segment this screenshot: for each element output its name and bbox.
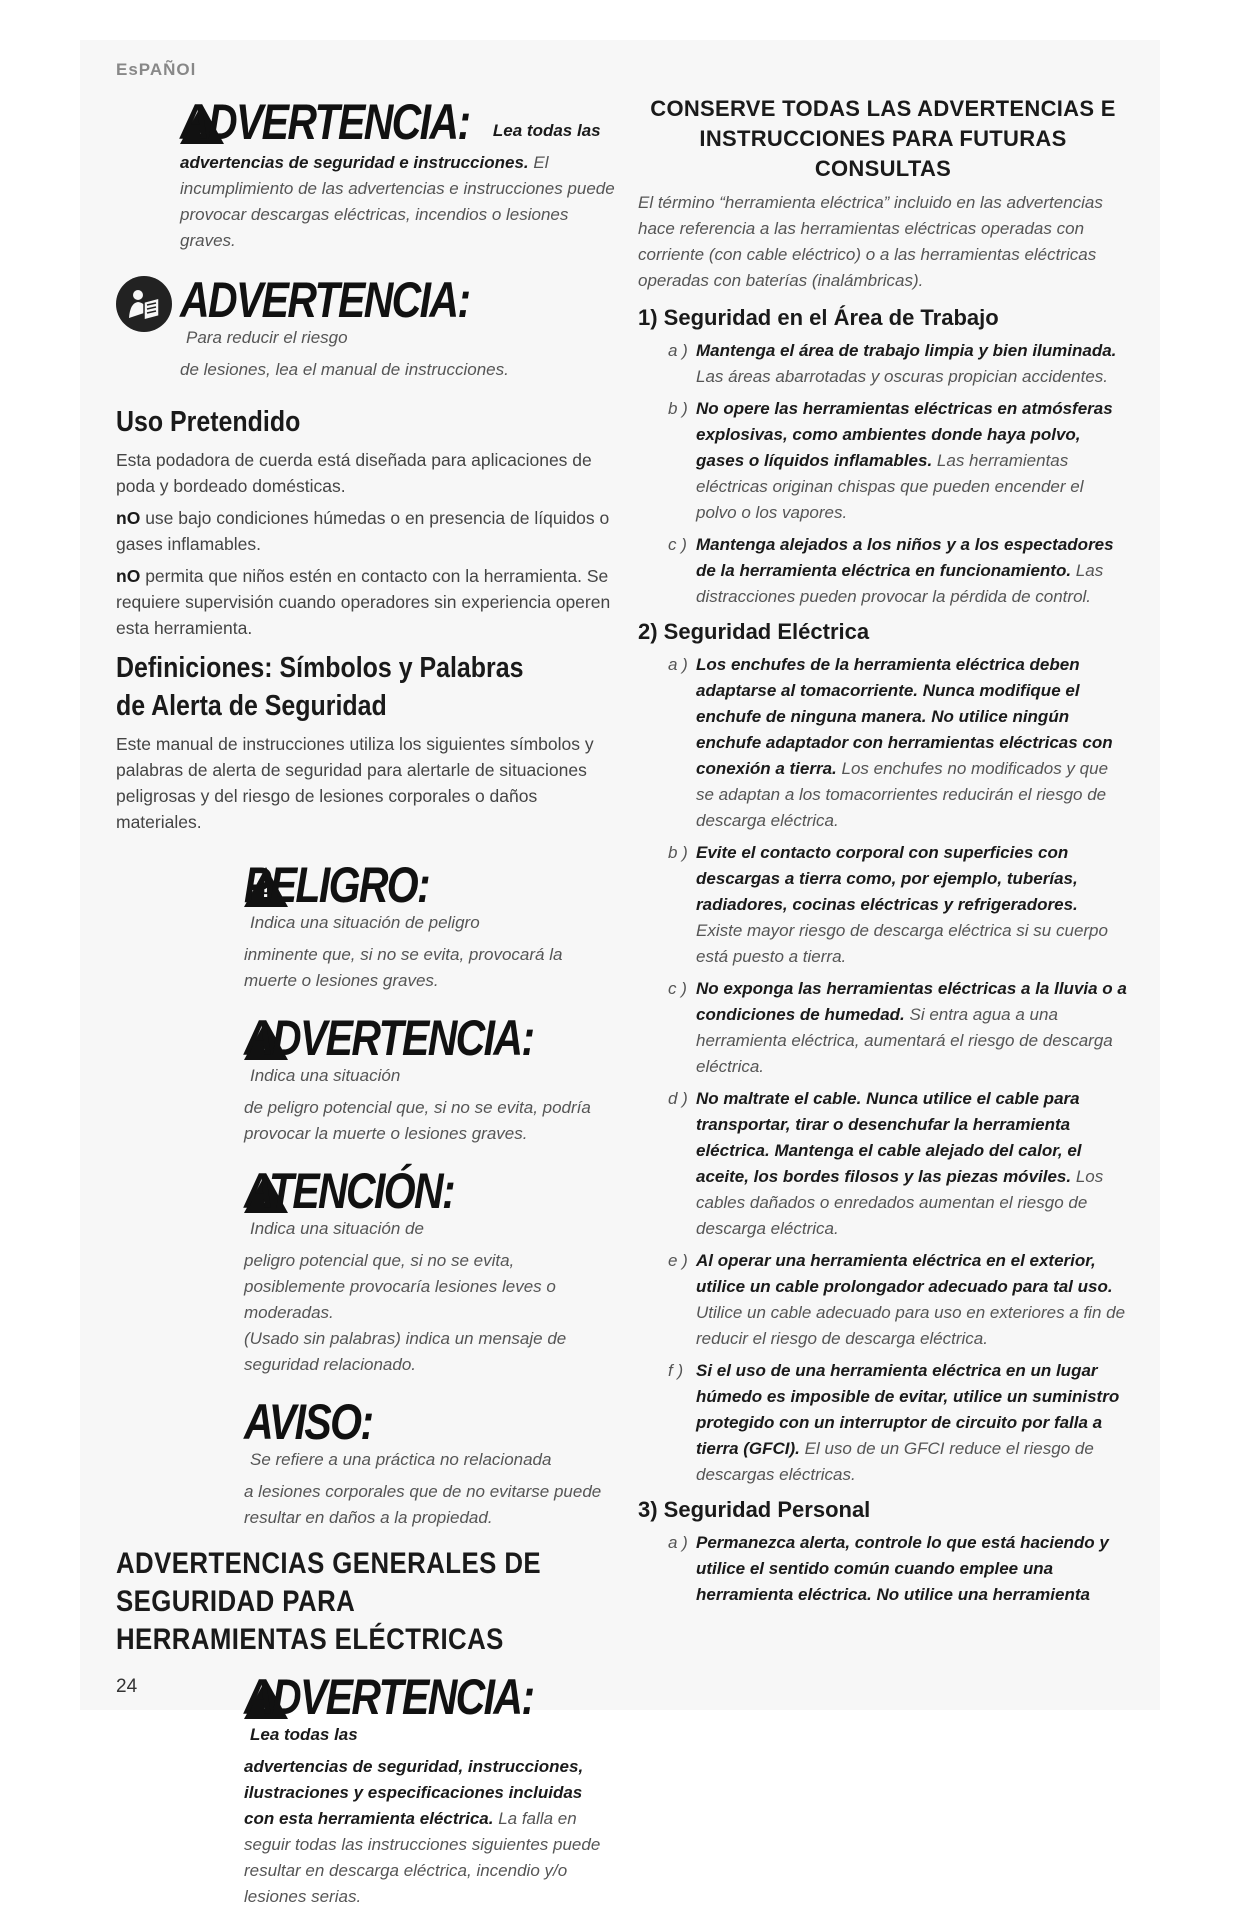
warning-block-3 [180, 1010, 616, 1147]
item-bold: Permanezca alerta, controle lo que está haciendo y utilice el sentido común cuando emplee una herramienta eléctrica. No utilice una herramienta [696, 1533, 1109, 1604]
item-bold: Evite el contacto corporal con superficies con descargas a tierra como, por ejemplo, tuberías, radiadores, cocinas eléctricas y refrigeradores. [696, 843, 1078, 914]
paragraph-text: permita que niños estén en contacto con la herramienta. Se requiere supervisión cuando operadores sin experiencia operen esta herramienta. [116, 566, 611, 638]
signal-lead: Lea todas las [492, 121, 601, 140]
item-letter: a ) [668, 341, 688, 360]
item-text: Las áreas abarrotadas y oscuras propician accidentes. [696, 367, 1109, 386]
conserve-title: CONSERVE TODAS LAS ADVERTENCIAS E INSTRUCCIONES PARA FUTURAS CONSULTAS [650, 96, 1116, 181]
signal-body-text: La falla en seguir todas las instrucciones siguientes puede resultar en descarga eléctrica, incendio y/o lesiones serias. [244, 1809, 601, 1906]
item-text: Las herramientas eléctricas originan chispas que pueden encender el polvo o los vapores. [696, 451, 1084, 522]
item-bold: No exponga las herramientas eléctricas a la lluvia o a condiciones de humedad. [696, 979, 1127, 1024]
list-item [638, 1530, 1128, 1608]
intended-use-paragraph [116, 563, 616, 641]
signal-body-text: peligro potencial que, si no se evita, posiblemente provocaría lesiones leves o moderadas. [244, 1251, 556, 1322]
signal-body-text-2: (Usado sin palabras) indica un mensaje de seguridad relacionado. [244, 1329, 567, 1374]
section-title: 1) Seguridad en el Área de Trabajo [638, 305, 999, 330]
definitions-text: Este manual de instrucciones utiliza los siguientes símbolos y palabras de alerta de seguridad para alertarle de situaciones peligrosas y del riesgo de lesiones corporales o daños materiales. [116, 734, 594, 832]
signal-word: ADVERTENCIA: [180, 94, 470, 150]
read-manual-icon [116, 276, 172, 332]
signal-body-text: de lesiones, lea el manual de instrucciones. [180, 360, 509, 379]
item-bold: Mantenga el área de trabajo limpia y bien iluminada. [696, 341, 1117, 360]
general-warnings-title: ADVERTENCIAS GENERALES DE SEGURIDAD PARA HERRAMIENTAS ELÉCTRICAS [116, 1547, 542, 1656]
list-item [638, 532, 1128, 610]
language-label: EsPAÑOl [116, 60, 197, 79]
intended-use-paragraph: Esta podadora de cuerda está diseñada para aplicaciones de poda y bordeado domésticas. [116, 450, 592, 496]
left-column [116, 94, 616, 1924]
warning-block-2 [116, 272, 616, 383]
item-letter: c ) [668, 535, 687, 554]
item-letter: e ) [668, 1251, 688, 1270]
signal-word: ADVERTENCIA: [244, 1010, 534, 1066]
signal-word: PELIGRO: [244, 857, 430, 913]
signal-body-text: inminente que, si no se evita, provocará la muerte o lesiones graves. [244, 945, 563, 990]
signal-body-text: de peligro potencial que, si no se evita, podría provocar la muerte o lesiones graves. [244, 1098, 591, 1143]
item-text: Las distracciones pueden provocar la pérdida de control. [696, 561, 1104, 606]
signal-word: ATENCIÓN: [244, 1163, 454, 1219]
item-letter: f ) [668, 1361, 684, 1380]
item-letter: b ) [668, 843, 688, 862]
item-text: Si entra agua a una herramienta eléctrica, aumentará el riesgo de descarga eléctrica. [696, 1005, 1113, 1076]
signal-lead: Lea todas las [250, 1725, 358, 1744]
section-3-list [638, 1530, 1128, 1608]
paragraph-text: use bajo condiciones húmedas o en presencia de líquidos o gases inflamables. [116, 508, 610, 554]
section-title: 2) Seguridad Eléctrica [638, 619, 870, 644]
signal-word: AVISO: [244, 1394, 373, 1450]
item-bold: Si el uso de una herramienta eléctrica en un lugar húmedo es imposible de evitar, utilice un suministro protegido con un interruptor de circuito por falla a tierra (GFCI). [696, 1361, 1120, 1458]
warning-block-4 [180, 1669, 616, 1910]
no-emphasis: nO [116, 566, 141, 586]
section-2-list [638, 652, 1128, 1488]
item-bold: No maltrate el cable. Nunca utilice el cable para transportar, tirar o desenchufar la herramienta eléctrica. Mantenga el cable alejado del calor, el aceite, los bordes filosos y las piezas móviles. [696, 1089, 1082, 1186]
definitions-title: Definiciones: Símbolos y Palabras de Alerta de Seguridad [116, 652, 524, 722]
signal-lead: Para reducir el riesgo [186, 328, 348, 347]
item-text: Los enchufes no modificados y que se adaptan a los tomacorrientes reducirán el riesgo de descarga eléctrica. [696, 759, 1109, 830]
signal-word: ADVERTENCIA: [244, 1669, 534, 1725]
item-bold: Al operar una herramienta eléctrica en el exterior, utilice un cable prolongador adecuado para tal uso. [696, 1251, 1113, 1296]
list-item [638, 1358, 1128, 1488]
item-bold: No opere las herramientas eléctricas en atmósferas explosivas, como ambientes donde haya polvo, gases o líquidos inflamables. [696, 399, 1113, 470]
list-item [638, 652, 1128, 834]
signal-body-text: a lesiones corporales que de no evitarse puede resultar en daños a la propiedad. [244, 1482, 602, 1527]
signal-lead: Indica una situación de peligro [250, 913, 480, 932]
item-letter: c ) [668, 979, 687, 998]
signal-bold-text: advertencias de seguridad, instrucciones, ilustraciones y especificaciones incluidas con esta herramienta eléctrica. [244, 1757, 584, 1828]
notice-block [180, 1394, 616, 1531]
item-letter: d ) [668, 1089, 688, 1108]
intended-use-title: Uso Pretendido [116, 406, 301, 438]
signal-lead: Indica una situación [250, 1066, 401, 1085]
signal-lead: Se refiere a una práctica no relacionada [250, 1450, 552, 1469]
signal-lead: Indica una situación de [250, 1219, 424, 1238]
danger-block [180, 857, 616, 994]
section-title: 3) Seguridad Personal [638, 1497, 871, 1522]
no-emphasis: nO [116, 508, 141, 528]
item-letter: a ) [668, 1533, 688, 1552]
list-item [638, 976, 1128, 1080]
signal-word: ADVERTENCIA: [180, 272, 470, 328]
item-text: El uso de un GFCI reduce el riesgo de descargas eléctricas. [696, 1439, 1094, 1484]
list-item [638, 840, 1128, 970]
item-letter: a ) [668, 655, 688, 674]
signal-bold-text: advertencias de seguridad e instrucciones. [180, 153, 529, 172]
caution-block [180, 1163, 616, 1378]
list-item [638, 396, 1128, 526]
item-letter: b ) [668, 399, 688, 418]
intended-use-paragraph [116, 505, 616, 557]
item-bold: Mantenga alejados a los niños y a los espectadores de la herramienta eléctrica en funcionamiento. [696, 535, 1114, 580]
list-item [638, 338, 1128, 390]
item-bold: Los enchufes de la herramienta eléctrica deben adaptarse al tomacorriente. Nunca modifique el enchufe de ninguna manera. No utilice ningún enchufe adaptador con herramientas eléctricas con conexión a tierra. [696, 655, 1113, 778]
item-text: Existe mayor riesgo de descarga eléctrica si su cuerpo está puesto a tierra. [696, 921, 1108, 966]
signal-body-text: El incumplimiento de las advertencias e instrucciones puede provocar descargas eléctricas, incendios o lesiones graves. [180, 153, 615, 250]
warning-block-1 [116, 94, 616, 254]
page-number: 24 [116, 1676, 138, 1697]
list-item [638, 1248, 1128, 1352]
item-text: Los cables dañados o enredados aumentan el riesgo de descarga eléctrica. [696, 1167, 1104, 1238]
section-1-list [638, 338, 1128, 610]
right-column [638, 94, 1128, 1614]
list-item [638, 1086, 1128, 1242]
item-text: Utilice un cable adecuado para uso en exteriores a fin de reducir el riesgo de descarga eléctrica. [696, 1303, 1126, 1348]
intro-text: El término “herramienta eléctrica” incluido en las advertencias hace referencia a las herramientas eléctricas operadas con corriente (con cable eléctrico) o a las herramientas eléctricas operadas con baterías (inalámbricas). [638, 193, 1103, 290]
